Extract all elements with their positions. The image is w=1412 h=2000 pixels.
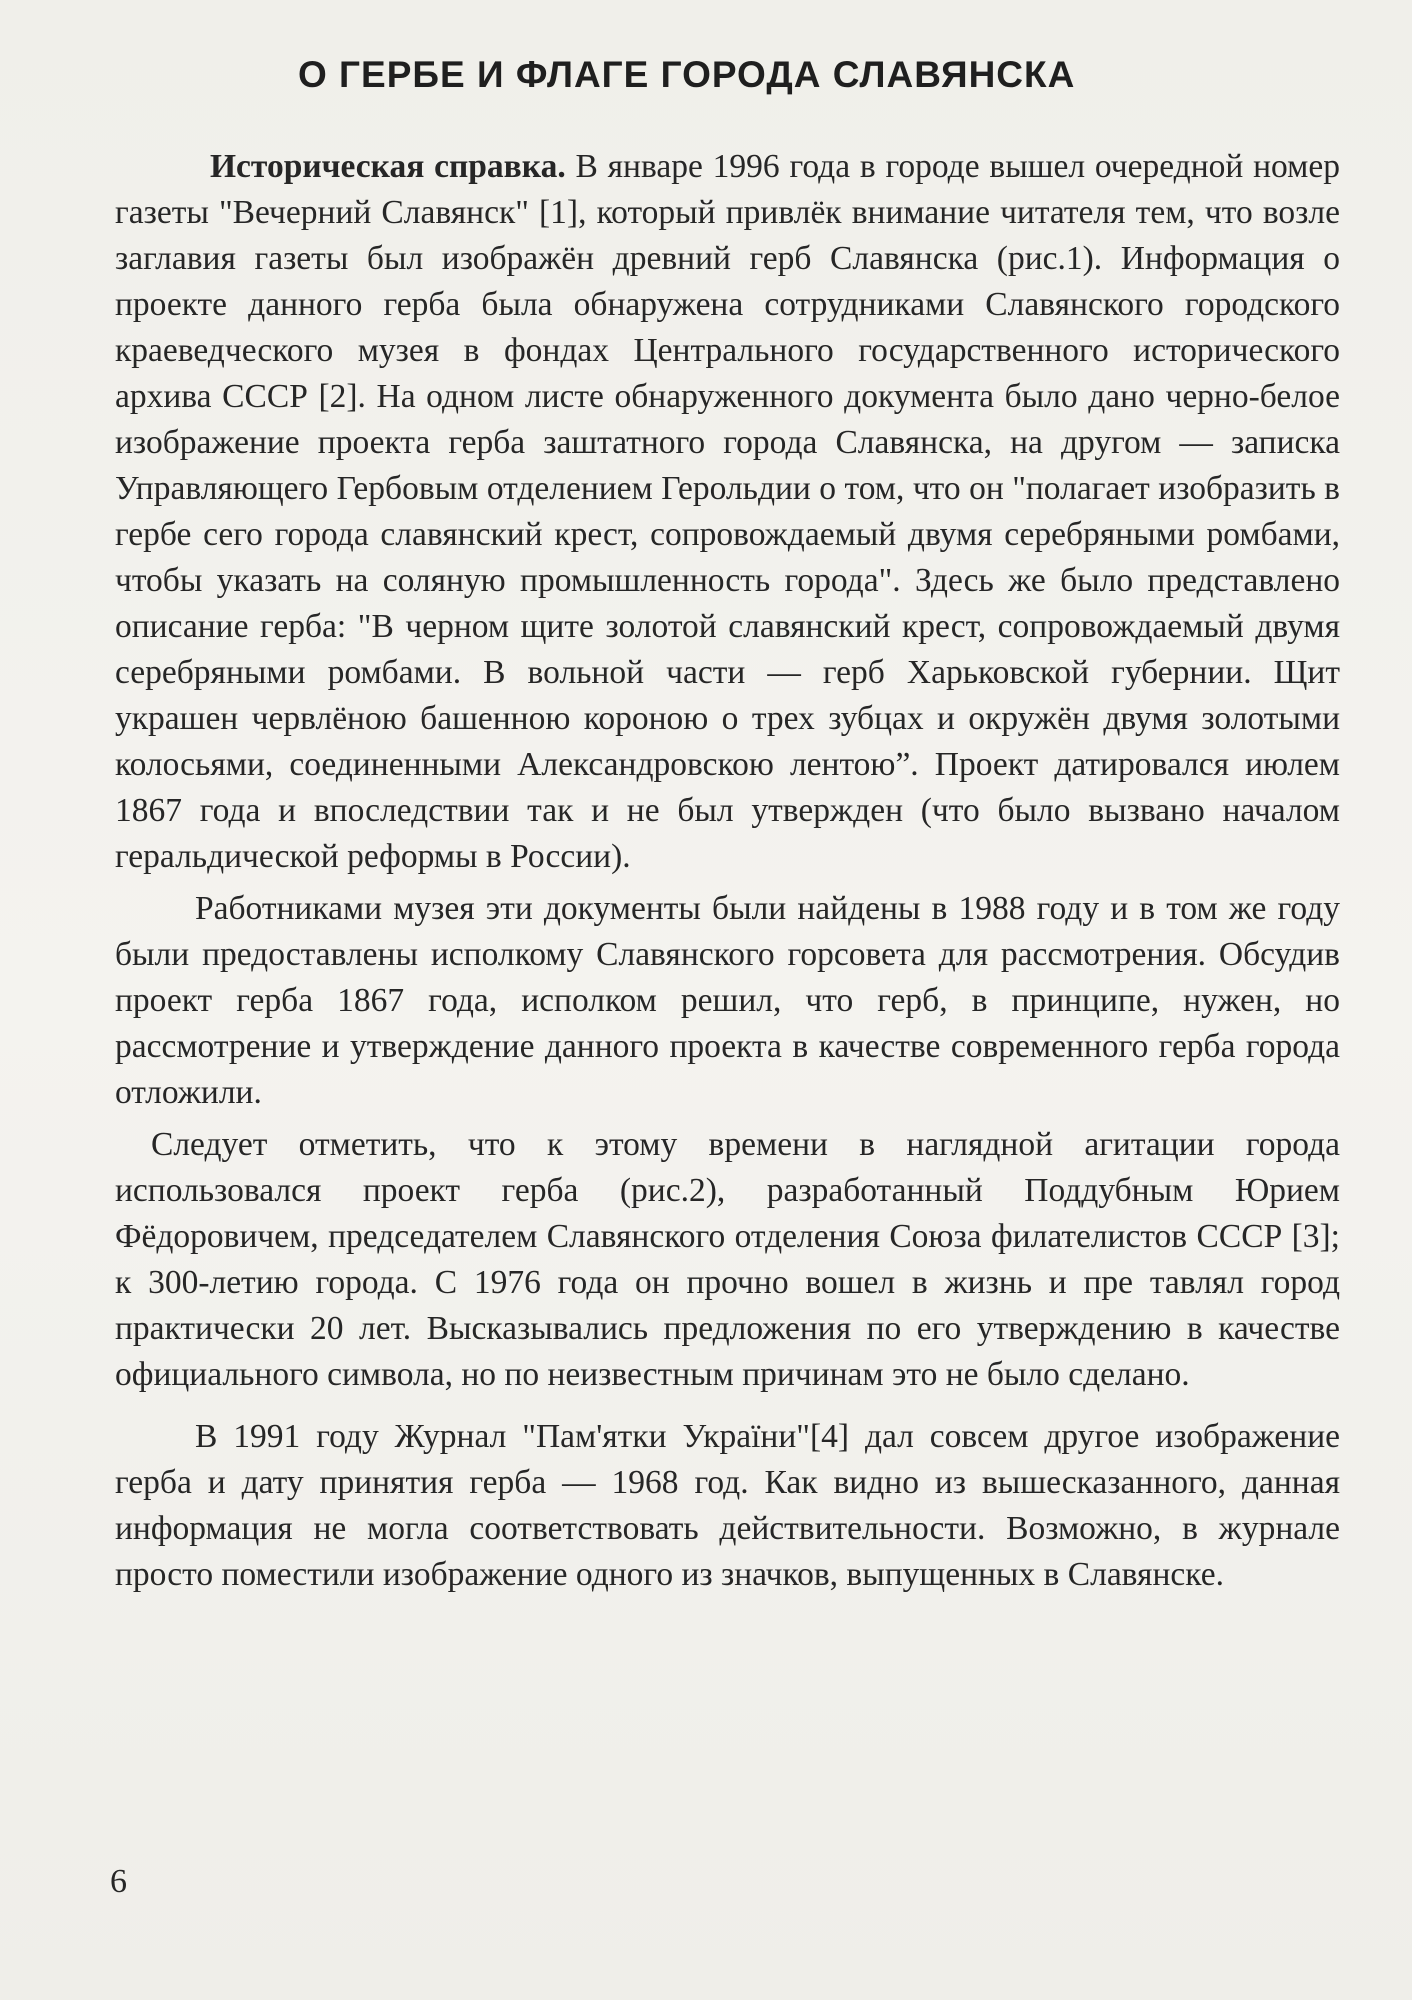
article-body xyxy=(115,144,1340,1598)
paragraph-4: В 1991 году Журнал "Пам'ятки України"[4] дал совсем другое изображение герба и дату принятия герба — 1968 год. Как видно из вышесказанного, данная информация не могла соответствовать действительности. Возможно, в журнале просто поместили изображение одного из значков, выпущенных в Славянске. xyxy=(115,1418,1340,1593)
paragraph-1 xyxy=(115,144,1340,880)
lead-heading: Историческая справка. xyxy=(210,148,566,185)
page-title: О ГЕРБЕ И ФЛАГЕ ГОРОДА СЛАВЯНСКА xyxy=(298,54,1076,95)
page-number: 6 xyxy=(110,1863,127,1900)
paragraph-2: Работниками музея эти документы были найдены в 1988 году и в том же году были предоставлены исполкому Славянского горсовета для рассмотрения. Обсудив проект герба 1867 года, исполком решил, что герб, в принципе, нужен, но рассмотрение и утверждение данного проекта в качестве современного герба города отложили. xyxy=(115,890,1340,1111)
paragraph-1-text: В январе 1996 года в городе вышел очередной номер газеты "Вечерний Славянск" [1], который привлёк внимание читателя тем, что возле заглавия газеты был изображён древний герб Славянска (рис.1). Информация о проекте данного герба была обнаружена сотрудниками Славянского городского краеведческого музея в фондах Центрального государственного исторического архива СССР [2]. На одном листе обнаруженного документа было дано черно-белое изображение проекта герба заштатного города Славянска, на другом — записка Управляющего Гербовым отделением Герольдии о том, что он "полагает изобразить в гербе сего города славянский крест, сопровождаемый двумя серебряными ромбами, чтобы указать на соляную промышленность города". Здесь же было представлено описание герба: "В черном щите золотой славянский крест, сопровождаемый двумя серебряными ромбами. В вольной части — герб Харьковской губернии. Щит украшен червлёною башенною короною о трех зубцах и окружён двумя золотыми колосьями, соединенными Александровскою лентою”. Проект датировался июлем 1867 года и впоследствии так и не был утвержден (что было вызвано началом геральдической реформы в России). xyxy=(115,148,1340,875)
paragraph-3: Следует отметить, что к этому времени в наглядной агитации города использовался проект герба (рис.2), разработанный Поддубным Юрием Фёдоровичем, председателем Славянского отделения Союза филателистов СССР [3]; к 300-летию города. С 1976 года он прочно вошел в жизнь и пре тавлял город практически 20 лет. Высказывались предложения по его утверждению в качестве официального символа, но по неизвестным причинам это не было сделано. xyxy=(115,1126,1340,1393)
